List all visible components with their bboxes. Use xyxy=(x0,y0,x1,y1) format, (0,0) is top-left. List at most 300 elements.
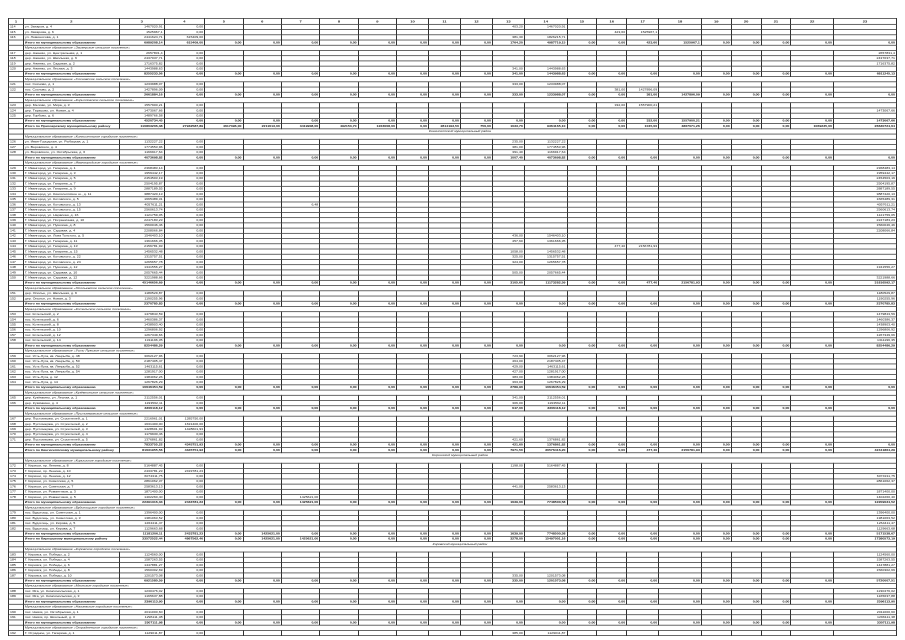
value-cell: 0,00 xyxy=(164,108,205,113)
value-cell: 0,00 xyxy=(597,280,627,285)
value-cell: 1296111,38 xyxy=(119,615,164,620)
value-cell: 423,60 xyxy=(627,40,659,45)
value-cell: 0,00 xyxy=(791,500,834,505)
address-cell: дер. Пустомержа, ул. Строителей, д. 5 xyxy=(23,437,119,442)
row-number-cell: 141 xyxy=(9,228,24,233)
value-cell: 0,00 xyxy=(320,500,358,505)
value-cell: 1428601,93 xyxy=(119,427,164,432)
value-cell: 0,00 xyxy=(164,594,205,599)
value-cell: 0,00 xyxy=(791,442,834,447)
value-cell: 17380573,19 xyxy=(833,536,896,541)
value-cell: 1201573,08 xyxy=(524,573,567,578)
value-cell: 0,00 xyxy=(567,442,597,447)
value-cell: 2011000,60 xyxy=(119,610,164,615)
value-cell: 0,00 xyxy=(701,531,731,536)
value-cell: 0,00 xyxy=(243,406,281,411)
address-cell: пос. Усть-Луга, д. 12 xyxy=(23,374,119,379)
value-cell: 1396400,00 xyxy=(833,510,896,515)
address-cell: Итого по муниципальному образованию xyxy=(23,620,119,625)
value-cell: 2433781,23 xyxy=(164,531,205,536)
value-cell: 1557900,21 xyxy=(627,103,659,108)
value-cell: 0,00 xyxy=(164,150,205,155)
value-cell: 0,00 xyxy=(358,620,396,625)
value-cell xyxy=(358,630,396,635)
value-cell: 1871400,00 xyxy=(833,489,896,494)
value-cell: 0,00 xyxy=(164,30,205,35)
value-cell: 0,00 xyxy=(731,155,761,160)
address-cell: дер. Кузёмкино, д. 4 xyxy=(23,401,119,406)
value-cell: 0,00 xyxy=(205,620,243,625)
address-cell: Г. Ивангород, ул. Котовского, д. 22 xyxy=(23,254,119,259)
value-cell: 0,00 xyxy=(320,620,358,625)
value-cell: 0,00 xyxy=(164,155,205,160)
register-table xyxy=(8,18,897,636)
value-cell: 1473067,66 xyxy=(833,108,896,113)
value-cell: 1201573,08 xyxy=(119,573,164,578)
value-cell: 1560302,69 xyxy=(833,568,896,573)
row-number-cell: 128 xyxy=(9,150,24,155)
value-cell: 492153,70 xyxy=(320,124,358,129)
value-cell: 1069235,00 xyxy=(791,124,834,129)
value-cell: 0,00 xyxy=(597,71,627,76)
value-cell: 0,00 xyxy=(627,406,659,411)
value-cell: 2187405,47 xyxy=(119,359,164,364)
value-cell: 335,00 xyxy=(492,573,524,578)
value-cell: 1560046,46 xyxy=(833,223,896,228)
value-cell: 0,00 xyxy=(358,448,396,453)
value-cell: 0,00 xyxy=(164,322,205,327)
value-cell: 6,48 xyxy=(281,202,319,207)
value-cell: 0,00 xyxy=(320,536,358,541)
value-cell: 1639,00 xyxy=(492,531,524,536)
value-cell: 0,00 xyxy=(597,578,627,583)
value-cell: 0,00 xyxy=(627,531,659,536)
value-cell: 0,00 xyxy=(731,536,761,541)
value-cell: 0,00 xyxy=(164,197,205,202)
value-cell: 1166917,64 xyxy=(119,150,164,155)
address-cell: Г. Кировск, ул. Победы, д. 4 xyxy=(23,557,119,562)
value-cell: 0,00 xyxy=(761,385,791,390)
column-number-cell: 4 xyxy=(164,18,205,24)
value-cell: 0,00 xyxy=(597,40,627,45)
value-cell: 2156781,93 xyxy=(659,280,702,285)
row-number-cell: 167 xyxy=(9,416,24,421)
address-cell: дер. Тарасово, ул. Новая, д. 4 xyxy=(23,108,119,113)
value-cell: 1428601,93 xyxy=(164,427,205,432)
value-cell: 1190255,96 xyxy=(119,296,164,301)
value-cell: 0,00 xyxy=(428,536,460,541)
row-number-cell: 116 xyxy=(9,35,24,40)
value-cell: 0,00 xyxy=(524,599,567,604)
value-cell: 1124560,00 xyxy=(833,552,896,557)
value-cell: 0,00 xyxy=(281,578,319,583)
value-cell: 0,00 xyxy=(320,442,358,447)
value-cell: 0,00 xyxy=(243,71,281,76)
value-cell: 1871400,00 xyxy=(119,489,164,494)
address-cell: Г. Отрадное, ул. Гагарина, д. 1 xyxy=(23,630,119,635)
address-cell: Г. Кириши, пр. Ленина, д. 10 xyxy=(23,468,119,473)
value-cell: 0,00 xyxy=(320,599,358,604)
value-cell: 2247183,23 xyxy=(833,218,896,223)
value-cell: 1631400,00 xyxy=(164,421,205,426)
value-cell: 2789,90 xyxy=(492,385,524,390)
value-cell: 457,60 xyxy=(492,239,524,244)
value-cell: 0,00 xyxy=(358,343,396,348)
column-number-cell: 16 xyxy=(597,18,627,24)
column-number-cell: 13 xyxy=(492,18,524,24)
address-cell: Г. Ивангород, ул. Гагарина, д. 1 xyxy=(23,165,119,170)
row-number-cell: 177 xyxy=(9,489,24,494)
value-cell: 1384062,26 xyxy=(524,374,567,379)
value-cell: 0,00 xyxy=(492,599,524,604)
value-cell: 10646454,59 xyxy=(524,385,567,390)
value-cell: 3887420,13 xyxy=(833,192,896,197)
value-cell: 0,00 xyxy=(597,92,627,97)
value-cell: 0,00 xyxy=(358,118,396,123)
value-cell: 1341556,27 xyxy=(119,265,164,270)
value-cell: 3221988,66 xyxy=(119,275,164,280)
value-cell: 0,00 xyxy=(597,531,627,536)
value-cell: 0,00 xyxy=(460,536,492,541)
value-cell: 341,00 xyxy=(492,66,524,71)
value-cell xyxy=(567,630,597,635)
row-number-cell: 133 xyxy=(9,186,24,191)
value-cell: 0,00 xyxy=(597,124,627,129)
value-cell: 0,00 xyxy=(164,615,205,620)
value-cell: 324,00 xyxy=(492,259,524,264)
value-cell: 31816592,17 xyxy=(833,280,896,285)
value-cell: 0,00 xyxy=(428,40,460,45)
value-cell: 0,00 xyxy=(567,599,597,604)
value-cell: 0,00 xyxy=(320,280,358,285)
row-number-cell: 149 xyxy=(9,270,24,275)
value-cell: 6989208,14 xyxy=(119,40,164,45)
row-number-cell: 136 xyxy=(9,202,24,207)
address-cell: пос. Назия, пр. Школьный, д. 3 xyxy=(23,615,119,620)
row-number-cell: 155 xyxy=(9,322,24,327)
value-cell: 6921580,59 xyxy=(119,578,164,583)
value-cell: 22391316,33 xyxy=(119,500,164,505)
value-cell: 1361666,35 xyxy=(119,239,164,244)
value-cell: 6074311,75 xyxy=(833,474,896,479)
value-cell: 4867071,26 xyxy=(659,124,702,129)
value-cell: 11173282,59 xyxy=(524,280,567,285)
value-cell: 1281917,00 xyxy=(119,369,164,374)
address-cell: Г. Кириши, ул. Романтиков, д. 3 xyxy=(23,489,119,494)
value-cell: 0,00 xyxy=(460,578,492,583)
value-cell: 1489766,58 xyxy=(119,113,164,118)
value-cell: 4345751,93 xyxy=(164,442,205,447)
value-cell: 0,00 xyxy=(597,385,627,390)
value-cell: 0,00 xyxy=(731,124,761,129)
address-cell: Г. Ивангород, ул. Гагарина, д. 9 xyxy=(23,186,119,191)
address-cell: Г. Кировск, ул. Победы, д. 2 xyxy=(23,552,119,557)
row-number-cell: 129 xyxy=(9,165,24,170)
value-cell: 1826215,71 xyxy=(524,35,567,40)
value-cell: 0,00 xyxy=(164,181,205,186)
value-cell: 0,00 xyxy=(164,489,205,494)
value-cell: 0,00 xyxy=(597,343,627,348)
value-cell: 1179930,46 xyxy=(119,432,164,437)
value-cell: 0,00 xyxy=(731,442,761,447)
value-cell: 2112556,01 xyxy=(119,395,164,400)
value-cell: 0,00 xyxy=(164,239,205,244)
value-cell: 0,00 xyxy=(701,155,731,160)
row-number-cell: 160 xyxy=(9,359,24,364)
value-cell: 403,20 xyxy=(492,24,524,29)
value-cell: 0,00 xyxy=(164,296,205,301)
value-cell: 3278,00 xyxy=(492,536,524,541)
value-cell: 0,00 xyxy=(791,118,834,123)
row-number-cell: 182 xyxy=(9,526,24,531)
value-cell: 381,00 xyxy=(627,92,659,97)
address-cell: пос. Сосново, д. 2 xyxy=(23,87,119,92)
value-cell: 0,00 xyxy=(164,171,205,176)
value-cell: 0,00 xyxy=(460,343,492,348)
value-cell: 0,00 xyxy=(567,118,597,123)
column-number-cell: 18 xyxy=(659,18,702,24)
value-cell: 0,00 xyxy=(281,155,319,160)
value-cell: 0,00 xyxy=(460,301,492,306)
value-cell: 0,00 xyxy=(164,270,205,275)
value-cell: 0,00 xyxy=(833,442,896,447)
value-cell: 1384062,26 xyxy=(119,374,164,379)
address-cell: дер. Пустомержа, ул. Строителей, д. 1 xyxy=(23,416,119,421)
value-cell: 1467020,91 xyxy=(524,24,567,29)
value-cell: 341,00 xyxy=(492,395,524,400)
municipality-title: Муниципальное образование «Отрадненское городское поселение» xyxy=(23,625,896,630)
value-cell: 2187405,47 xyxy=(524,359,567,364)
address-cell: дер. Кузёмкино, ул. Лесная, д. 1 xyxy=(23,395,119,400)
value-cell: 1381063,52 xyxy=(119,515,164,520)
value-cell: 2583613,13 xyxy=(119,484,164,489)
value-cell: 2057665,44 xyxy=(119,270,164,275)
value-cell: 4073698,82 xyxy=(119,155,164,160)
value-cell: 1129011,87 xyxy=(119,630,164,635)
value-cell: 0,00 xyxy=(460,280,492,285)
value-cell: 4057611,21 xyxy=(833,202,896,207)
value-cell: 4345751,93 xyxy=(164,448,205,453)
value-cell: 1764,20 xyxy=(492,40,524,45)
value-cell: 0,00 xyxy=(731,40,761,45)
value-cell: 0,00 xyxy=(567,531,597,536)
value-cell: 0,00 xyxy=(791,531,834,536)
value-cell: 0,00 xyxy=(567,448,597,453)
value-cell: 1285750,00 xyxy=(164,416,205,421)
value-cell: 0,00 xyxy=(205,385,243,390)
value-cell: 7971,50 xyxy=(492,448,524,453)
value-cell: 0,00 xyxy=(205,92,243,97)
value-cell: 0,00 xyxy=(627,343,659,348)
value-cell: 2011000,60 xyxy=(833,610,896,615)
value-cell: 0,00 xyxy=(761,155,791,160)
value-cell: 0,00 xyxy=(164,395,205,400)
value-cell: 0,00 xyxy=(460,71,492,76)
address-cell: Г. Ивангород, ул. Гагарина, д. 3 xyxy=(23,171,119,176)
value-cell: 2657831,4 xyxy=(119,50,164,55)
address-cell: пос. Назия, ул. Октябрьская, д. 1 xyxy=(23,610,119,615)
value-cell: 1007,40 xyxy=(492,155,524,160)
value-cell: 1265657,78 xyxy=(119,259,164,264)
value-cell: 0,00 xyxy=(164,479,205,484)
value-cell: 0,00 xyxy=(761,280,791,285)
value-cell: 0,00 xyxy=(358,385,396,390)
value-cell: 2441624,71 xyxy=(119,35,164,40)
value-cell: 0,00 xyxy=(164,374,205,379)
address-cell: Г. Ивангород, ул. Садовая, д. 10 xyxy=(23,270,119,275)
value-cell: 0,00 xyxy=(659,620,702,625)
value-cell: 0,00 xyxy=(164,61,205,66)
value-cell: 0,00 xyxy=(492,118,524,123)
value-cell: 0,00 xyxy=(397,442,429,447)
value-cell: 436,00 xyxy=(492,233,524,238)
value-cell: 0,00 xyxy=(397,280,429,285)
value-cell: 9364165,10 xyxy=(524,124,567,129)
value-cell: 1587263,55 xyxy=(833,557,896,562)
value-cell: 0,00 xyxy=(164,87,205,92)
value-cell xyxy=(833,630,896,635)
value-cell: 0,00 xyxy=(205,599,243,604)
value-cell: 1447881,27 xyxy=(119,562,164,567)
address-cell: Г. Ивангород, ул. Садовая, д. 4 xyxy=(23,228,119,233)
value-cell: 81631955,56 xyxy=(119,448,164,453)
value-cell: 0,00 xyxy=(791,343,834,348)
value-cell: 756,00 xyxy=(460,124,492,129)
address-cell: Итого по муниципальному образованию xyxy=(23,442,119,447)
value-cell: 1296806,92 xyxy=(119,327,164,332)
address-cell: дер. Горбово, д. 6 xyxy=(23,113,119,118)
value-cell: 0,00 xyxy=(791,155,834,160)
value-cell: 1233988,07 xyxy=(524,82,567,87)
row-number-cell: 161 xyxy=(9,364,24,369)
value-cell: 0,00 xyxy=(281,406,319,411)
value-cell: 1230476,02 xyxy=(833,589,896,594)
row-number-cell: 145 xyxy=(9,249,24,254)
value-cell: 1402260,40 xyxy=(833,495,896,500)
value-cell xyxy=(320,630,358,635)
value-cell: 0,00 xyxy=(397,301,429,306)
value-cell: 0,00 xyxy=(397,578,429,583)
row-number-cell: 139 xyxy=(9,218,24,223)
value-cell: 0,00 xyxy=(731,620,761,625)
value-cell: 0,00 xyxy=(761,124,791,129)
address-cell: Итого по муниципальному образованию xyxy=(23,40,119,45)
value-cell xyxy=(460,630,492,635)
value-cell: 2368483,14 xyxy=(119,165,164,170)
value-cell: 0,00 xyxy=(460,40,492,45)
value-cell: 1774553,96 xyxy=(524,145,567,150)
address-cell: Г. Кириши, ул. Советская, д. 5 xyxy=(23,479,119,484)
value-cell: 0,00 xyxy=(164,291,205,296)
value-cell: 0,00 xyxy=(761,578,791,583)
value-cell: 0,00 xyxy=(397,599,429,604)
address-cell: пос. Будогощь, ул. Кирова, д. 7 xyxy=(23,526,119,531)
municipality-title: Муниципальное образование «Ивангородское городское поселение» xyxy=(23,160,896,165)
value-cell: 0,00 xyxy=(397,155,429,160)
value-cell: 0,00 xyxy=(281,40,319,45)
value-cell: 0,00 xyxy=(567,155,597,160)
value-cell: 477,40 xyxy=(627,280,659,285)
value-cell xyxy=(205,630,243,635)
address-cell: дер. Ажеево, ул. Центральная, д. 1 xyxy=(23,50,119,55)
value-cell: 0,00 xyxy=(701,442,731,447)
value-cell: 477,40 xyxy=(627,448,659,453)
address-cell: дер. Мелово, ул. Мира, д. 3 xyxy=(23,103,119,108)
value-cell: 1201573,08 xyxy=(524,578,567,583)
row-number-cell: 153 xyxy=(9,312,24,317)
value-cell: 0,00 xyxy=(761,442,791,447)
value-cell: 0,00 xyxy=(243,301,281,306)
value-cell: 33572522,44 xyxy=(119,536,164,541)
value-cell: 0,00 xyxy=(320,92,358,97)
value-cell: 0,00 xyxy=(205,280,243,285)
value-cell: 1166917,64 xyxy=(524,150,567,155)
address-cell: Г. Ивангород, ул. Гагарина, д. 7 xyxy=(23,181,119,186)
value-cell: 0,00 xyxy=(397,124,429,129)
value-cell: 0,00 xyxy=(164,463,205,468)
value-cell: 1425621,00 xyxy=(281,495,319,500)
value-cell: 1223008,00 xyxy=(358,124,396,129)
address-cell: пос. Мга, ул. Комсомольская, д. 3 xyxy=(23,594,119,599)
value-cell: 1425621,00 xyxy=(281,500,319,505)
value-cell: 0,00 xyxy=(567,40,597,45)
value-cell: 1180529,87 xyxy=(119,291,164,296)
value-cell: 0,00 xyxy=(397,620,429,625)
value-cell xyxy=(627,630,659,635)
value-cell: 1587263,55 xyxy=(119,557,164,562)
value-cell: 0,00 xyxy=(397,40,429,45)
address-cell: пос. Будогощь, ул. Советская, д. 1 xyxy=(23,510,119,515)
value-cell: 0,00 xyxy=(791,385,834,390)
row-number-cell: 123 xyxy=(9,103,24,108)
value-cell: 5164887,45 xyxy=(524,463,567,468)
value-cell: 0,00 xyxy=(701,124,731,129)
value-cell: 0,00 xyxy=(164,113,205,118)
value-cell: 0,00 xyxy=(281,448,319,453)
value-cell: 1264411,47 xyxy=(119,521,164,526)
value-cell: 0,00 xyxy=(597,500,627,505)
value-cell: 1460386,37 xyxy=(119,317,164,322)
value-cell: 1058,00 xyxy=(492,249,524,254)
municipality-title: Муниципальное образование «Киришское городское поселение» xyxy=(23,458,896,463)
value-cell: 0,00 xyxy=(358,301,396,306)
value-cell: 0,00 xyxy=(597,301,627,306)
value-cell: 429,00 xyxy=(492,364,524,369)
value-cell: 1315757,51 xyxy=(119,254,164,259)
value-cell: 0,00 xyxy=(320,343,358,348)
value-cell: 0,00 xyxy=(428,280,460,285)
row-number-cell: 171 xyxy=(9,437,24,442)
address-cell: Г. Ивангород, ул. Гагарина, д. 13 xyxy=(23,244,119,249)
value-cell: 1467020,91 xyxy=(119,24,164,29)
value-cell: 0,00 xyxy=(833,155,896,160)
value-cell: 0,00 xyxy=(164,327,205,332)
district-title: Киришский муниципальный район xyxy=(23,453,896,458)
row-number-cell: 121 xyxy=(9,82,24,87)
column-number-cell: 23 xyxy=(833,18,896,24)
value-cell: 0,00 xyxy=(164,589,205,594)
value-cell: 0,00 xyxy=(627,599,659,604)
value-cell: 0,00 xyxy=(761,620,791,625)
value-cell: 3221988,66 xyxy=(833,275,896,280)
value-cell: 1341556,27 xyxy=(833,265,896,270)
address-cell: Г. Ивангород, ул. Пограничная, д. 10 xyxy=(23,218,119,223)
value-cell: 2433781,23 xyxy=(119,468,164,473)
address-cell: Г. Ивангород, ул. Льва Толстого, д. 5 xyxy=(23,233,119,238)
value-cell: 333,00 xyxy=(492,92,524,97)
value-cell: 1311196,35 xyxy=(119,338,164,343)
value-cell: 0,00 xyxy=(243,599,281,604)
